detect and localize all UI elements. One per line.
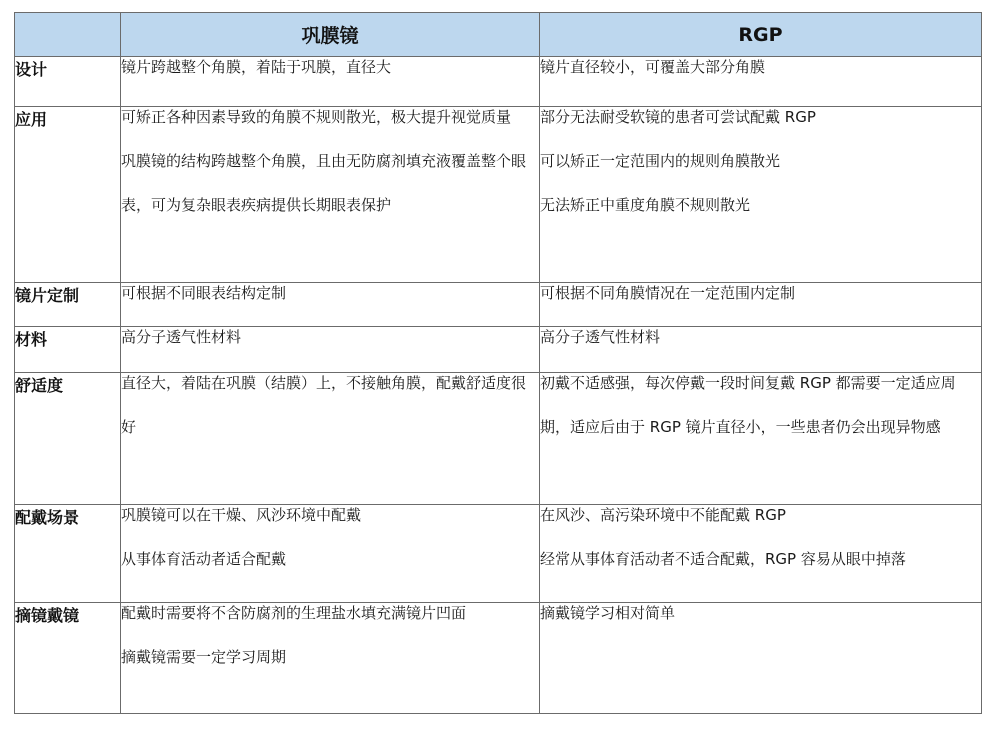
row-label: 应用 (15, 107, 121, 283)
rgp-cell (540, 505, 982, 603)
cell-text: 经常从事体育活动者不适合配戴，RGP 容易从眼中掉落 (540, 550, 906, 568)
row-comfort (15, 373, 982, 505)
cell-text: 摘戴镜学习相对简单 (540, 604, 676, 622)
cell-text: 初戴不适感强，每次停戴一段时间复戴 RGP 都需要一定适应周期，适应后由于 RGP 镜片直径小，一些患者仍会出现异物感 (540, 374, 956, 436)
row-application (15, 107, 982, 283)
cell-text: 高分子透气性材料 (121, 328, 242, 346)
scleral-cell (121, 107, 540, 283)
row-label: 设计 (15, 57, 121, 107)
cell-text: 可根据不同眼表结构定制 (121, 284, 287, 302)
cell-text: 在风沙、高污染环境中不能配戴 RGP (540, 506, 786, 524)
header-scleral-lens: 巩膜镜 (121, 13, 540, 57)
cell-text: 高分子透气性材料 (540, 328, 661, 346)
cell-text: 镜片直径较小，可覆盖大部分角膜 (540, 58, 766, 76)
row-label: 舒适度 (15, 373, 121, 505)
row-label: 配戴场景 (15, 505, 121, 603)
cell-text: 巩膜镜可以在干燥、风沙环境中配戴 (121, 506, 362, 524)
row-label: 镜片定制 (15, 283, 121, 327)
cell-text: 镜片跨越整个角膜，着陆于巩膜，直径大 (121, 58, 392, 76)
cell-text: 无法矫正中重度角膜不规则散光 (540, 196, 751, 214)
scleral-cell (121, 505, 540, 603)
comparison-table (14, 12, 982, 714)
scleral-cell (121, 373, 540, 505)
rgp-cell (540, 603, 982, 714)
cell-text: 可以矫正一定范围内的规则角膜散光 (540, 152, 781, 170)
cell-text: 可根据不同角膜情况在一定范围内定制 (540, 284, 796, 302)
cell-text: 部分无法耐受软镜的患者可尝试配戴 RGP (540, 108, 816, 126)
cell-text: 配戴时需要将不含防腐剂的生理盐水填充满镜片凹面 (121, 604, 467, 622)
header-rgp: RGP (540, 13, 982, 57)
row-label: 摘镜戴镜 (15, 603, 121, 714)
rgp-cell (540, 373, 982, 505)
row-wearing-scenario (15, 505, 982, 603)
rgp-cell (540, 107, 982, 283)
cell-text: 摘戴镜需要一定学习周期 (121, 648, 287, 666)
cell-text: 直径大，着陆在巩膜（结膜）上，不接触角膜，配戴舒适度很好 (121, 374, 527, 436)
row-label: 材料 (15, 327, 121, 373)
row-insertion-removal (15, 603, 982, 714)
scleral-cell (121, 603, 540, 714)
header-corner (15, 13, 121, 57)
cell-text: 从事体育活动者适合配戴 (121, 550, 287, 568)
cell-text: 可矫正各种因素导致的角膜不规则散光，极大提升视觉质量 (121, 108, 512, 126)
cell-text: 巩膜镜的结构跨越整个角膜，且由无防腐剂填充液覆盖整个眼表，可为复杂眼表疾病提供长期眼表保护 (121, 152, 527, 214)
